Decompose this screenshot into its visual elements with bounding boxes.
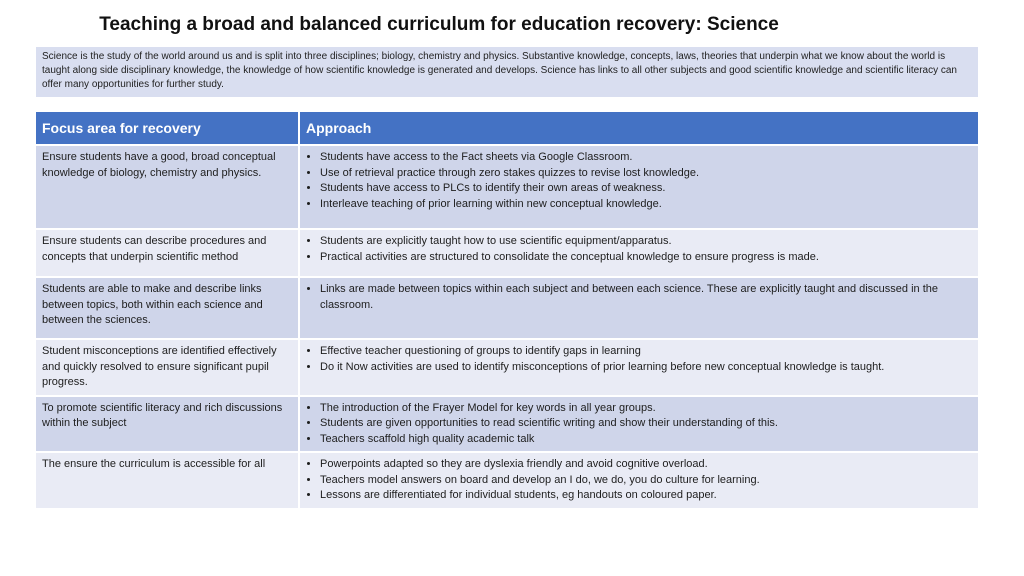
page-title: Teaching a broad and balanced curriculum for education recovery: Science [99,14,779,35]
approach-item: • The introduction of the Frayer Model for key words in all year groups. [320,401,972,417]
approach-item: • Effective teacher questioning of groups to identify gaps in learning [320,344,972,360]
approach-item: • Powerpoints adapted so they are dyslexia friendly and avoid cognitive overload. [320,457,972,473]
table-row [36,339,978,396]
recovery-table [36,112,978,508]
focus-cell: To promote scientific literacy and rich discussions within the subject [36,396,299,453]
approach-item: • Students have access to the Fact sheets via Google Classroom. [320,150,972,166]
approach-list [306,234,972,265]
intro-paragraph: Science is the study of the world around us and is split into three disciplines; biology, chemistry and physics. Substantive knowledge, concepts, laws, theories that underpin what we know about the world is taught along side disciplinary knowledge, the knowledge of how scientific knowledge is generated and develops. Science has links to all other subjects and good scientific knowledge and scientific literacy can offer many opportunities for further study. [36,47,978,97]
approach-item: • Students are given opportunities to read scientific writing and show their understanding of this. [320,416,972,432]
approach-list [306,150,972,212]
approach-item: • Lessons are differentiated for individual students, eg handouts on coloured paper. [320,488,972,504]
approach-list [306,401,972,448]
approach-cell [299,339,978,396]
approach-item: • Interleave teaching of prior learning within new conceptual knowledge. [320,197,972,213]
approach-cell [299,396,978,453]
approach-item: • Use of retrieval practice through zero stakes quizzes to revise lost knowledge. [320,166,972,182]
table-row [36,229,978,277]
table-row [36,452,978,508]
approach-cell [299,145,978,229]
focus-cell: The ensure the curriculum is accessible for all [36,452,299,508]
table-row [36,277,978,339]
approach-item: • Practical activities are structured to consolidate the conceptual knowledge to ensure progress is made. [320,250,972,266]
approach-item: • Teachers model answers on board and develop an I do, we do, you do culture for learning. [320,473,972,489]
header-focus-area: Focus area for recovery [36,112,299,145]
focus-cell: Ensure students have a good, broad conceptual knowledge of biology, chemistry and physics. [36,145,299,229]
approach-item: • Students have access to PLCs to identify their own areas of weakness. [320,181,972,197]
focus-cell: Students are able to make and describe links between topics, both within each science and between the sciences. [36,277,299,339]
approach-cell [299,229,978,277]
approach-item: • Links are made between topics within each subject and between each science. These are explicitly taught and discussed in the classroom. [320,282,972,313]
table-row [36,396,978,453]
focus-cell: Ensure students can describe procedures and concepts that underpin scientific method [36,229,299,277]
table-header-row [36,112,978,145]
approach-cell [299,277,978,339]
approach-item: • Do it Now activities are used to identify misconceptions of prior learning before new conceptual knowledge is taught. [320,360,972,376]
approach-cell [299,452,978,508]
focus-cell: Student misconceptions are identified effectively and quickly resolved to ensure significant pupil progress. [36,339,299,396]
approach-list [306,282,972,313]
approach-list [306,344,972,375]
header-approach: Approach [299,112,978,145]
approach-item: • Students are explicitly taught how to use scientific equipment/apparatus. [320,234,972,250]
table-row [36,145,978,229]
approach-item: • Teachers scaffold high quality academic talk [320,432,972,448]
approach-list [306,457,972,504]
